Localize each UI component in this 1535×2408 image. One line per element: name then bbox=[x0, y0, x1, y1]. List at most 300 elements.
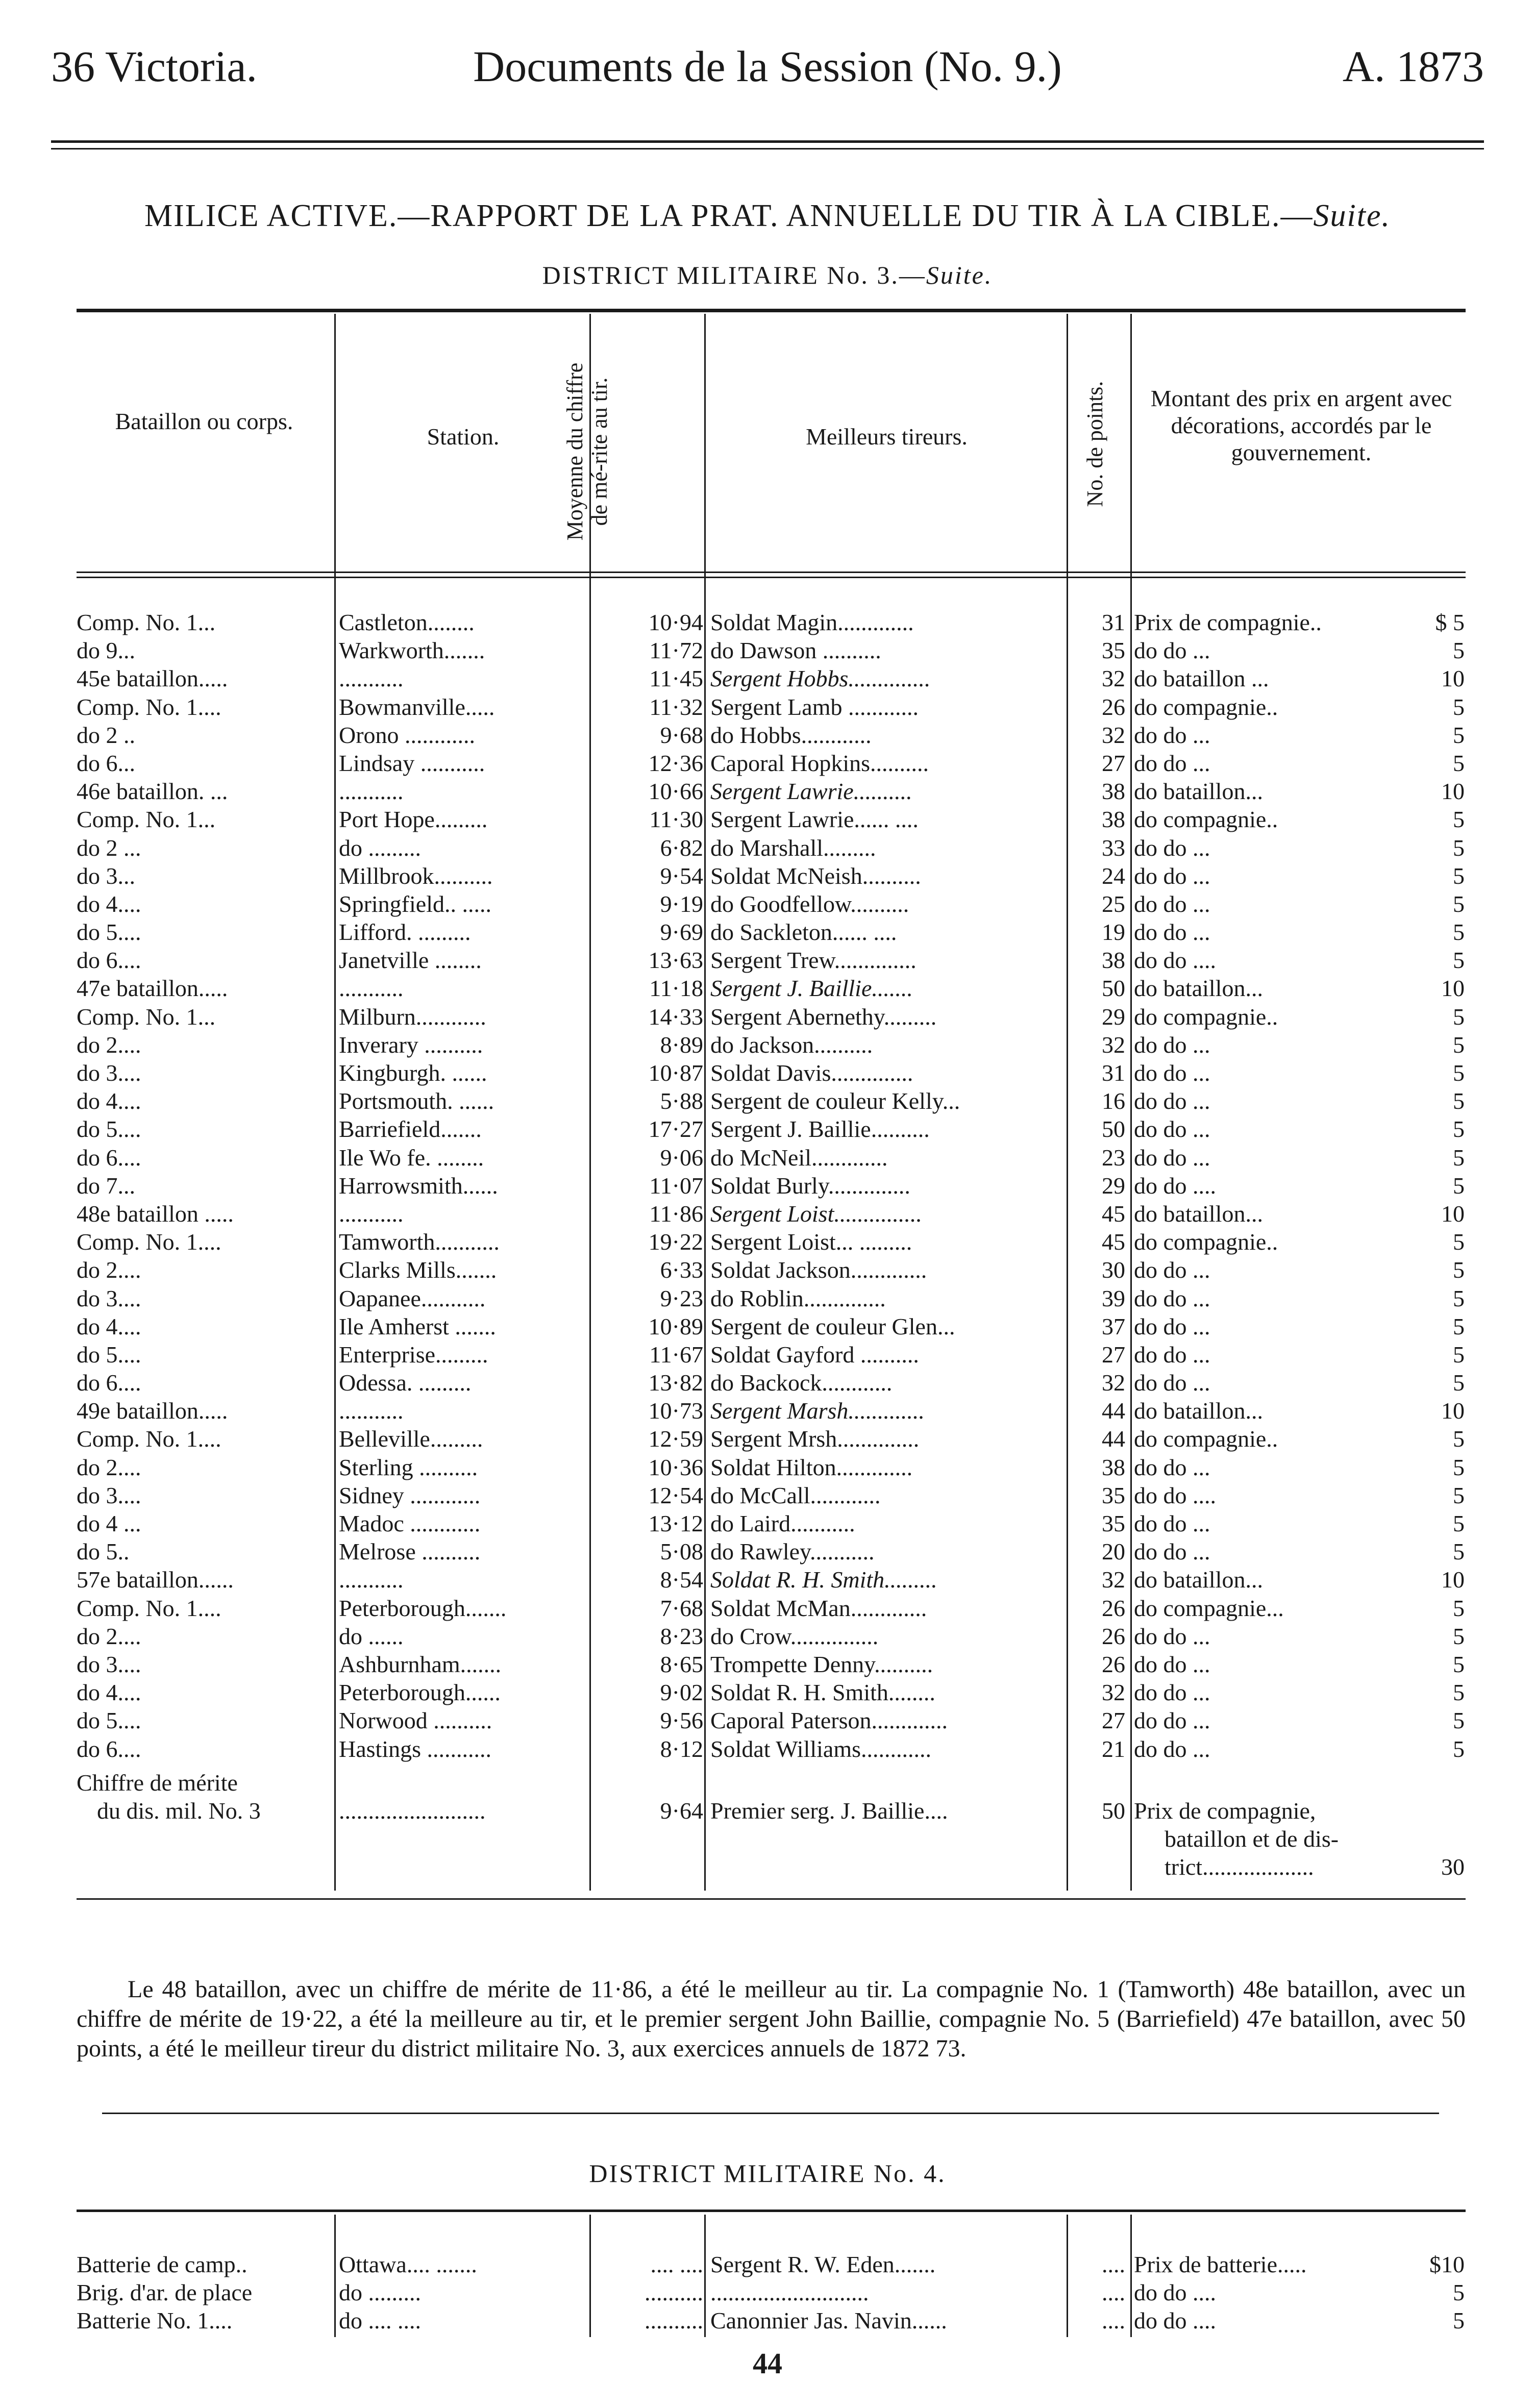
cell-moyenne: 10·73 bbox=[648, 1398, 703, 1424]
cell-prix: do do ... bbox=[1134, 890, 1210, 917]
commentary-text: Le 48 bataillon, avec un chiffre de mérite de 11·86, a été le meilleur au tir. La compagnie No. 1 (Tamworth) 48e bataillon, avec un chiffre de mérite de 19·22, a été la meilleure au tir, et le premier sergent John Baillie, compagnie No. 5 (Barriefield) 47e bataillon, avec 50 points, a été le meilleur tireur du district militaire No. 3, aux exercices annuels de 1872 73. bbox=[77, 1976, 1466, 2062]
cell-prix: do do ... bbox=[1134, 834, 1210, 861]
cell-station: Lindsay ........... bbox=[339, 750, 485, 776]
cell-prix: Prix de compagnie.. bbox=[1134, 609, 1322, 635]
cell-bataillon: Comp. No. 1... bbox=[77, 609, 216, 635]
table-row bbox=[77, 1566, 1465, 1594]
header-rule-bottom bbox=[51, 148, 1484, 150]
cell-points: 32 bbox=[1102, 1567, 1125, 1593]
cell-points: .... bbox=[1102, 2251, 1125, 2277]
cell-station: Port Hope......... bbox=[339, 806, 488, 833]
cell-station: ........... bbox=[339, 975, 404, 1002]
cell-station: ........... bbox=[339, 1398, 404, 1424]
cell-points: 32 bbox=[1102, 1031, 1125, 1058]
cell-tireur: Sergent de couleur Glen... bbox=[710, 1313, 955, 1339]
table-row bbox=[77, 693, 1465, 721]
cell-bataillon: 48e bataillon ..... bbox=[77, 1200, 234, 1227]
cell-moyenne: .......... bbox=[645, 2279, 703, 2306]
cell-prix: Prix de batterie..... bbox=[1134, 2251, 1307, 2277]
cell-station: Bowmanville..... bbox=[339, 693, 495, 720]
cell-tireur: do Goodfellow.......... bbox=[710, 890, 909, 917]
table-top-rule bbox=[77, 309, 1466, 312]
cell-moyenne: 11·18 bbox=[649, 975, 703, 1002]
cell-montant: 5 bbox=[1453, 1623, 1465, 1649]
cell-moyenne: 9·02 bbox=[660, 1679, 703, 1706]
cell-station: Oapanee........... bbox=[339, 1285, 486, 1311]
cell-moyenne: 5·08 bbox=[660, 1538, 703, 1565]
cell-prix: do compagnie.. bbox=[1134, 806, 1278, 833]
cell-moyenne: 11·32 bbox=[649, 693, 703, 720]
table-row bbox=[77, 2306, 1465, 2335]
col-header-station: Station. bbox=[427, 424, 500, 450]
cell-tireur: Soldat Davis.............. bbox=[710, 1060, 913, 1086]
cell-moyenne: 8·12 bbox=[660, 1735, 703, 1762]
cell-moyenne: 17·27 bbox=[648, 1116, 703, 1143]
cell-bataillon: do 6.... bbox=[77, 1370, 141, 1396]
cell-moyenne: 13·82 bbox=[648, 1370, 703, 1396]
cell-prix: do do .... bbox=[1134, 947, 1216, 974]
cell-bataillon: Comp. No. 1.... bbox=[77, 1426, 221, 1452]
cell-montant: 10 bbox=[1441, 665, 1465, 692]
cell-bataillon: do 2 ... bbox=[77, 834, 141, 861]
cell-montant: 5 bbox=[1453, 1257, 1465, 1283]
cell-station: ........... bbox=[339, 778, 404, 805]
cell-moyenne: 9·23 bbox=[660, 1285, 703, 1311]
page-number: 44 bbox=[753, 2347, 782, 2380]
cell-tireur: Sergent Abernethy......... bbox=[710, 1003, 937, 1030]
header-volume: 36 Victoria. bbox=[51, 42, 258, 91]
cell-points: 50 bbox=[1102, 975, 1125, 1002]
table-row bbox=[77, 777, 1465, 805]
cell-bataillon: do 5.... bbox=[77, 1707, 141, 1734]
cell-station: Barriefield....... bbox=[339, 1116, 482, 1143]
cell-bataillon: do 5.... bbox=[77, 1341, 141, 1368]
cell-prix: do do ... bbox=[1134, 1510, 1210, 1536]
table-row bbox=[77, 1059, 1465, 1087]
cell-prix: do bataillon... bbox=[1134, 1398, 1263, 1424]
cell-station: Springfield.. ..... bbox=[339, 890, 491, 917]
cell-moyenne: 11·45 bbox=[649, 665, 703, 692]
cell-prix: do bataillon ... bbox=[1134, 665, 1269, 692]
district-3-label: DISTRICT MILITAIRE No. 3.— bbox=[542, 261, 926, 289]
cell-bataillon: do 5.. bbox=[77, 1538, 130, 1565]
cell-prix: do do ... bbox=[1134, 862, 1210, 889]
cell-prix: do do ... bbox=[1134, 1116, 1210, 1143]
col-header-tireurs: Meilleurs tireurs. bbox=[806, 424, 968, 450]
cell-moyenne: 11·30 bbox=[649, 806, 703, 833]
cell-points: 19 bbox=[1102, 919, 1125, 946]
cell-bataillon: Batterie de camp.. bbox=[77, 2251, 247, 2277]
table-row bbox=[77, 1650, 1465, 1678]
cell-tireur: Sergent Loist............... bbox=[710, 1200, 922, 1227]
cell-tireur: ........................... bbox=[710, 2279, 869, 2306]
cell-moyenne: 11·72 bbox=[649, 637, 703, 664]
summary-points: 50 bbox=[1102, 1798, 1125, 1824]
cell-montant: 5 bbox=[1453, 1707, 1465, 1734]
cell-points: 38 bbox=[1102, 778, 1125, 805]
cell-prix: do do ... bbox=[1134, 1735, 1210, 1762]
cell-bataillon: 49e bataillon..... bbox=[77, 1398, 228, 1424]
cell-montant: 5 bbox=[1453, 1003, 1465, 1030]
cell-points: 30 bbox=[1102, 1257, 1125, 1283]
cell-prix: do do ... bbox=[1134, 1370, 1210, 1396]
cell-montant: 5 bbox=[1453, 862, 1465, 889]
cell-points: 35 bbox=[1102, 637, 1125, 664]
cell-points: 32 bbox=[1102, 665, 1125, 692]
cell-moyenne: 10·36 bbox=[648, 1454, 703, 1480]
cell-bataillon: do 4 ... bbox=[77, 1510, 141, 1536]
cell-moyenne: 12·59 bbox=[648, 1426, 703, 1452]
cell-tireur: do Backock............ bbox=[710, 1370, 893, 1396]
cell-station: do ......... bbox=[339, 834, 421, 861]
cell-montant: 5 bbox=[1453, 890, 1465, 917]
cell-points: 44 bbox=[1102, 1398, 1125, 1424]
table-row bbox=[77, 721, 1465, 749]
cell-montant: 5 bbox=[1453, 1370, 1465, 1396]
cell-moyenne: 9·69 bbox=[660, 919, 703, 946]
cell-montant: 5 bbox=[1453, 1454, 1465, 1480]
page-title bbox=[61, 198, 1474, 234]
table-row bbox=[77, 1706, 1465, 1734]
col-header-points: No. de points. bbox=[1082, 381, 1107, 507]
cell-station: Peterborough....... bbox=[339, 1595, 507, 1621]
cell-station: Sterling .......... bbox=[339, 1454, 478, 1480]
cell-tireur: Sergent Hobbs.............. bbox=[710, 665, 931, 692]
cell-points: 26 bbox=[1102, 1595, 1125, 1621]
cell-tireur: Sergent J. Baillie....... bbox=[710, 975, 913, 1002]
cell-bataillon: do 6.... bbox=[77, 947, 141, 974]
cell-tireur: Sergent Lawrie...... .... bbox=[710, 806, 919, 833]
cell-bataillon: do 4.... bbox=[77, 1679, 141, 1706]
cell-station: Kingburgh. ...... bbox=[339, 1060, 487, 1086]
cell-points: 26 bbox=[1102, 1651, 1125, 1677]
cell-montant: 5 bbox=[1453, 1060, 1465, 1086]
cell-moyenne: 6·82 bbox=[660, 834, 703, 861]
table-row bbox=[77, 1425, 1465, 1453]
cell-prix: do bataillon... bbox=[1134, 1567, 1263, 1593]
cell-bataillon: 46e bataillon. ... bbox=[77, 778, 228, 805]
title-suite: Suite. bbox=[1313, 198, 1391, 233]
table-row bbox=[77, 1735, 1465, 1763]
cell-bataillon: Comp. No. 1.... bbox=[77, 693, 221, 720]
cell-prix: do compagnie... bbox=[1134, 1595, 1284, 1621]
cell-tireur: Soldat Magin............. bbox=[710, 609, 914, 635]
cell-bataillon: do 3.... bbox=[77, 1285, 141, 1311]
cell-points: 26 bbox=[1102, 693, 1125, 720]
cell-bataillon: do 3... bbox=[77, 862, 135, 889]
table-row bbox=[77, 918, 1465, 946]
table-row bbox=[77, 974, 1465, 1002]
table-row bbox=[77, 1200, 1465, 1228]
cell-station: do ...... bbox=[339, 1623, 404, 1649]
cell-points: 38 bbox=[1102, 947, 1125, 974]
commentary-paragraph bbox=[77, 1975, 1466, 2064]
table-row bbox=[77, 834, 1465, 862]
cell-prix: do do .... bbox=[1134, 1482, 1216, 1508]
cell-moyenne: 10·87 bbox=[648, 1060, 703, 1086]
cell-prix: do do ... bbox=[1134, 1313, 1210, 1339]
summary-prize-3: trict................... bbox=[1165, 1854, 1314, 1880]
summary-moyenne: 9·64 bbox=[660, 1798, 703, 1824]
cell-tireur: Soldat McMan............. bbox=[710, 1595, 927, 1621]
cell-prix: do do ... bbox=[1134, 1088, 1210, 1114]
cell-points: 31 bbox=[1102, 1060, 1125, 1086]
cell-points: 32 bbox=[1102, 1370, 1125, 1396]
cell-points: 38 bbox=[1102, 1454, 1125, 1480]
cell-montant: 5 bbox=[1453, 2307, 1465, 2334]
table-row bbox=[77, 2250, 1465, 2278]
cell-tireur: Caporal Hopkins.......... bbox=[710, 750, 929, 776]
table-row bbox=[77, 749, 1465, 777]
cell-montant: 10 bbox=[1441, 1200, 1465, 1227]
cell-moyenne: 5·88 bbox=[660, 1088, 703, 1114]
cell-montant: 5 bbox=[1453, 693, 1465, 720]
cell-tireur: Soldat Gayford .......... bbox=[710, 1341, 919, 1368]
table-row bbox=[77, 1397, 1465, 1425]
title-main: MILICE ACTIVE.—RAPPORT DE LA PRAT. ANNUELLE DU TIR À LA CIBLE.— bbox=[144, 198, 1314, 233]
table-row bbox=[77, 1481, 1465, 1509]
cell-tireur: do Jackson.......... bbox=[710, 1031, 873, 1058]
cell-tireur: Sergent R. W. Eden....... bbox=[710, 2251, 936, 2277]
table-row bbox=[77, 1453, 1465, 1481]
cell-tireur: do McCall............ bbox=[710, 1482, 881, 1508]
table-head-rule bbox=[77, 572, 1466, 573]
cell-moyenne: 9·19 bbox=[660, 890, 703, 917]
cell-tireur: do Roblin.............. bbox=[710, 1285, 886, 1311]
cell-station: Orono ............ bbox=[339, 722, 476, 748]
cell-points: 23 bbox=[1102, 1144, 1125, 1171]
cell-bataillon: do 6... bbox=[77, 750, 135, 776]
cell-bataillon: do 3.... bbox=[77, 1482, 141, 1508]
table-row bbox=[77, 1369, 1465, 1397]
cell-station: Madoc ............ bbox=[339, 1510, 481, 1536]
cell-tireur: Soldat R. H. Smith......... bbox=[710, 1567, 937, 1593]
cell-station: Ashburnham....... bbox=[339, 1651, 502, 1677]
cell-montant: 5 bbox=[1453, 1172, 1465, 1199]
cell-points: 27 bbox=[1102, 1707, 1125, 1734]
cell-points: 32 bbox=[1102, 1679, 1125, 1706]
cell-bataillon: do 9... bbox=[77, 637, 135, 664]
table-row bbox=[77, 2278, 1465, 2306]
cell-prix: do do ... bbox=[1134, 1538, 1210, 1565]
cell-points: 39 bbox=[1102, 1285, 1125, 1311]
table-row bbox=[77, 1228, 1465, 1256]
table-row bbox=[77, 1115, 1465, 1143]
cell-moyenne: 9·68 bbox=[660, 722, 703, 748]
cell-tireur: Canonnier Jas. Navin...... bbox=[710, 2307, 947, 2334]
table-row bbox=[77, 890, 1465, 918]
cell-points: .... bbox=[1102, 2279, 1125, 2306]
cell-moyenne: 10·94 bbox=[648, 609, 703, 635]
cell-station: Norwood .......... bbox=[339, 1707, 492, 1734]
cell-points: 21 bbox=[1102, 1735, 1125, 1762]
cell-montant: 5 bbox=[1453, 1735, 1465, 1762]
cell-bataillon: do 6.... bbox=[77, 1144, 141, 1171]
cell-tireur: Sergent Trew.............. bbox=[710, 947, 917, 974]
cell-points: 45 bbox=[1102, 1200, 1125, 1227]
cell-bataillon: do 6.... bbox=[77, 1735, 141, 1762]
summary-label-1: Chiffre de mérite bbox=[77, 1770, 238, 1796]
table-row bbox=[77, 946, 1465, 974]
cell-moyenne: 13·12 bbox=[648, 1510, 703, 1536]
cell-moyenne: 8·54 bbox=[660, 1567, 703, 1593]
cell-prix: do do ... bbox=[1134, 1257, 1210, 1283]
cell-moyenne: 9·56 bbox=[660, 1707, 703, 1734]
cell-moyenne: 10·89 bbox=[648, 1313, 703, 1339]
cell-montant: 10 bbox=[1441, 1398, 1465, 1424]
table-row bbox=[77, 636, 1465, 664]
cell-tireur: do Dawson .......... bbox=[710, 637, 881, 664]
cell-points: 27 bbox=[1102, 1341, 1125, 1368]
cell-bataillon: 57e bataillon...... bbox=[77, 1567, 234, 1593]
cell-montant: 5 bbox=[1453, 750, 1465, 776]
cell-bataillon: Comp. No. 1.... bbox=[77, 1595, 221, 1621]
cell-prix: do compagnie.. bbox=[1134, 1229, 1278, 1255]
cell-station: Inverary .......... bbox=[339, 1031, 483, 1058]
cell-montant: 5 bbox=[1453, 1426, 1465, 1452]
cell-montant: 5 bbox=[1453, 919, 1465, 946]
cell-station: Ile Wo fe. ........ bbox=[339, 1144, 484, 1171]
cell-tireur: do Hobbs............ bbox=[710, 722, 872, 748]
cell-prix: do do ... bbox=[1134, 722, 1210, 748]
cell-bataillon: do 2.... bbox=[77, 1257, 141, 1283]
table-row bbox=[77, 1172, 1465, 1200]
cell-prix: do do ... bbox=[1134, 1144, 1210, 1171]
cell-station: Ottawa.... ....... bbox=[339, 2251, 477, 2277]
cell-prix: do do ... bbox=[1134, 1454, 1210, 1480]
cell-montant: $ 5 bbox=[1435, 609, 1465, 635]
cell-bataillon: Batterie No. 1.... bbox=[77, 2307, 233, 2334]
cell-bataillon: do 4.... bbox=[77, 890, 141, 917]
col-header-bataillon: Bataillon ou corps. bbox=[115, 408, 293, 434]
cell-montant: 5 bbox=[1453, 1285, 1465, 1311]
cell-moyenne: 10·66 bbox=[648, 778, 703, 805]
cell-station: Enterprise......... bbox=[339, 1341, 488, 1368]
cell-montant: 5 bbox=[1453, 1116, 1465, 1143]
cell-tireur: Soldat R. H. Smith........ bbox=[710, 1679, 935, 1706]
cell-station: Portsmouth. ...... bbox=[339, 1088, 494, 1114]
cell-station: Hastings ........... bbox=[339, 1735, 491, 1762]
table-row bbox=[77, 1678, 1465, 1706]
cell-points: 33 bbox=[1102, 834, 1125, 861]
cell-tireur: do Marshall......... bbox=[710, 834, 876, 861]
cell-moyenne: 13·63 bbox=[648, 947, 703, 974]
cell-prix: do do ... bbox=[1134, 919, 1210, 946]
summary-amount: 30 bbox=[1441, 1854, 1465, 1880]
cell-prix: do do ... bbox=[1134, 1651, 1210, 1677]
cell-points: 26 bbox=[1102, 1623, 1125, 1649]
district-3-heading bbox=[0, 260, 1535, 290]
cell-moyenne: .......... bbox=[645, 2307, 703, 2334]
cell-moyenne: 11·67 bbox=[649, 1341, 703, 1368]
col-header-montant: Montant des prix en argent avec décorations, accordés par le gouvernement. bbox=[1150, 385, 1452, 465]
cell-station: Lifford. ......... bbox=[339, 919, 471, 946]
table-row bbox=[77, 608, 1465, 636]
cell-station: Belleville......... bbox=[339, 1426, 483, 1452]
cell-station: Ile Amherst ....... bbox=[339, 1313, 496, 1339]
table-row bbox=[77, 862, 1465, 890]
cell-tireur: Soldat Williams............ bbox=[710, 1735, 932, 1762]
cell-bataillon: Brig. d'ar. de place bbox=[77, 2279, 253, 2306]
cell-points: 29 bbox=[1102, 1003, 1125, 1030]
cell-tireur: Trompette Denny.......... bbox=[710, 1651, 933, 1677]
header-rule-top bbox=[51, 140, 1484, 143]
col-header-moyenne: Moyenne du chiffre de mé-rite au tir. bbox=[562, 362, 612, 541]
cell-montant: 10 bbox=[1441, 1567, 1465, 1593]
cell-moyenne: 12·36 bbox=[648, 750, 703, 776]
cell-station: Clarks Mills....... bbox=[339, 1257, 497, 1283]
cell-montant: 5 bbox=[1453, 1031, 1465, 1058]
table-row bbox=[77, 805, 1465, 833]
militia-table-body bbox=[77, 608, 1465, 1763]
cell-points: .... bbox=[1102, 2307, 1125, 2334]
table-row bbox=[77, 1144, 1465, 1172]
cell-bataillon: do 2.... bbox=[77, 1454, 141, 1480]
cell-bataillon: Comp. No. 1... bbox=[77, 806, 216, 833]
cell-moyenne: .... .... bbox=[650, 2251, 703, 2277]
table-head-rule-2 bbox=[77, 577, 1466, 578]
cell-station: Janetville ........ bbox=[339, 947, 482, 974]
cell-montant: 5 bbox=[1453, 2279, 1465, 2306]
cell-points: 35 bbox=[1102, 1482, 1125, 1508]
cell-points: 20 bbox=[1102, 1538, 1125, 1565]
cell-montant: 5 bbox=[1453, 806, 1465, 833]
cell-tireur: Soldat Jackson............. bbox=[710, 1257, 927, 1283]
cell-prix: do do ... bbox=[1134, 1031, 1210, 1058]
cell-station: Warkworth....... bbox=[339, 637, 485, 664]
cell-prix: do do ... bbox=[1134, 637, 1210, 664]
cell-tireur: do Rawley........... bbox=[710, 1538, 875, 1565]
cell-tireur: Soldat McNeish.......... bbox=[710, 862, 921, 889]
cell-montant: 5 bbox=[1453, 1538, 1465, 1565]
table-row bbox=[77, 1622, 1465, 1650]
cell-bataillon: Comp. No. 1.... bbox=[77, 1229, 221, 1255]
cell-points: 31 bbox=[1102, 609, 1125, 635]
cell-montant: 10 bbox=[1441, 975, 1465, 1002]
cell-tireur: Caporal Paterson............. bbox=[710, 1707, 948, 1734]
cell-bataillon: do 5.... bbox=[77, 1116, 141, 1143]
cell-tireur: Sergent J. Baillie.......... bbox=[710, 1116, 930, 1143]
cell-bataillon: do 4.... bbox=[77, 1313, 141, 1339]
cell-station: Odessa. ......... bbox=[339, 1370, 472, 1396]
cell-montant: 5 bbox=[1453, 1651, 1465, 1677]
cell-bataillon: Comp. No. 1... bbox=[77, 1003, 216, 1030]
cell-points: 50 bbox=[1102, 1116, 1125, 1143]
table-row bbox=[77, 1087, 1465, 1115]
header-title: Documents de la Session (No. 9.) bbox=[473, 42, 1062, 91]
cell-prix: do compagnie.. bbox=[1134, 693, 1278, 720]
cell-moyenne: 9·06 bbox=[660, 1144, 703, 1171]
cell-montant: 5 bbox=[1453, 722, 1465, 748]
cell-moyenne: 11·86 bbox=[649, 1200, 703, 1227]
cell-moyenne: 19·22 bbox=[648, 1229, 703, 1255]
cell-tireur: Sergent de couleur Kelly... bbox=[710, 1088, 960, 1114]
cell-prix: do do .... bbox=[1134, 2279, 1216, 2306]
cell-points: 44 bbox=[1102, 1426, 1125, 1452]
table-row bbox=[77, 664, 1465, 692]
cell-station: Harrowsmith...... bbox=[339, 1172, 498, 1199]
cell-station: ........... bbox=[339, 665, 404, 692]
district-3-suite: Suite. bbox=[926, 261, 993, 289]
cell-bataillon: do 5.... bbox=[77, 919, 141, 946]
cell-points: 25 bbox=[1102, 890, 1125, 917]
cell-tireur: do Laird........... bbox=[710, 1510, 855, 1536]
cell-montant: 5 bbox=[1453, 834, 1465, 861]
cell-tireur: Soldat Burly.............. bbox=[710, 1172, 910, 1199]
table-row bbox=[77, 1284, 1465, 1312]
cell-moyenne: 11·07 bbox=[649, 1172, 703, 1199]
cell-prix: do bataillon... bbox=[1134, 975, 1263, 1002]
